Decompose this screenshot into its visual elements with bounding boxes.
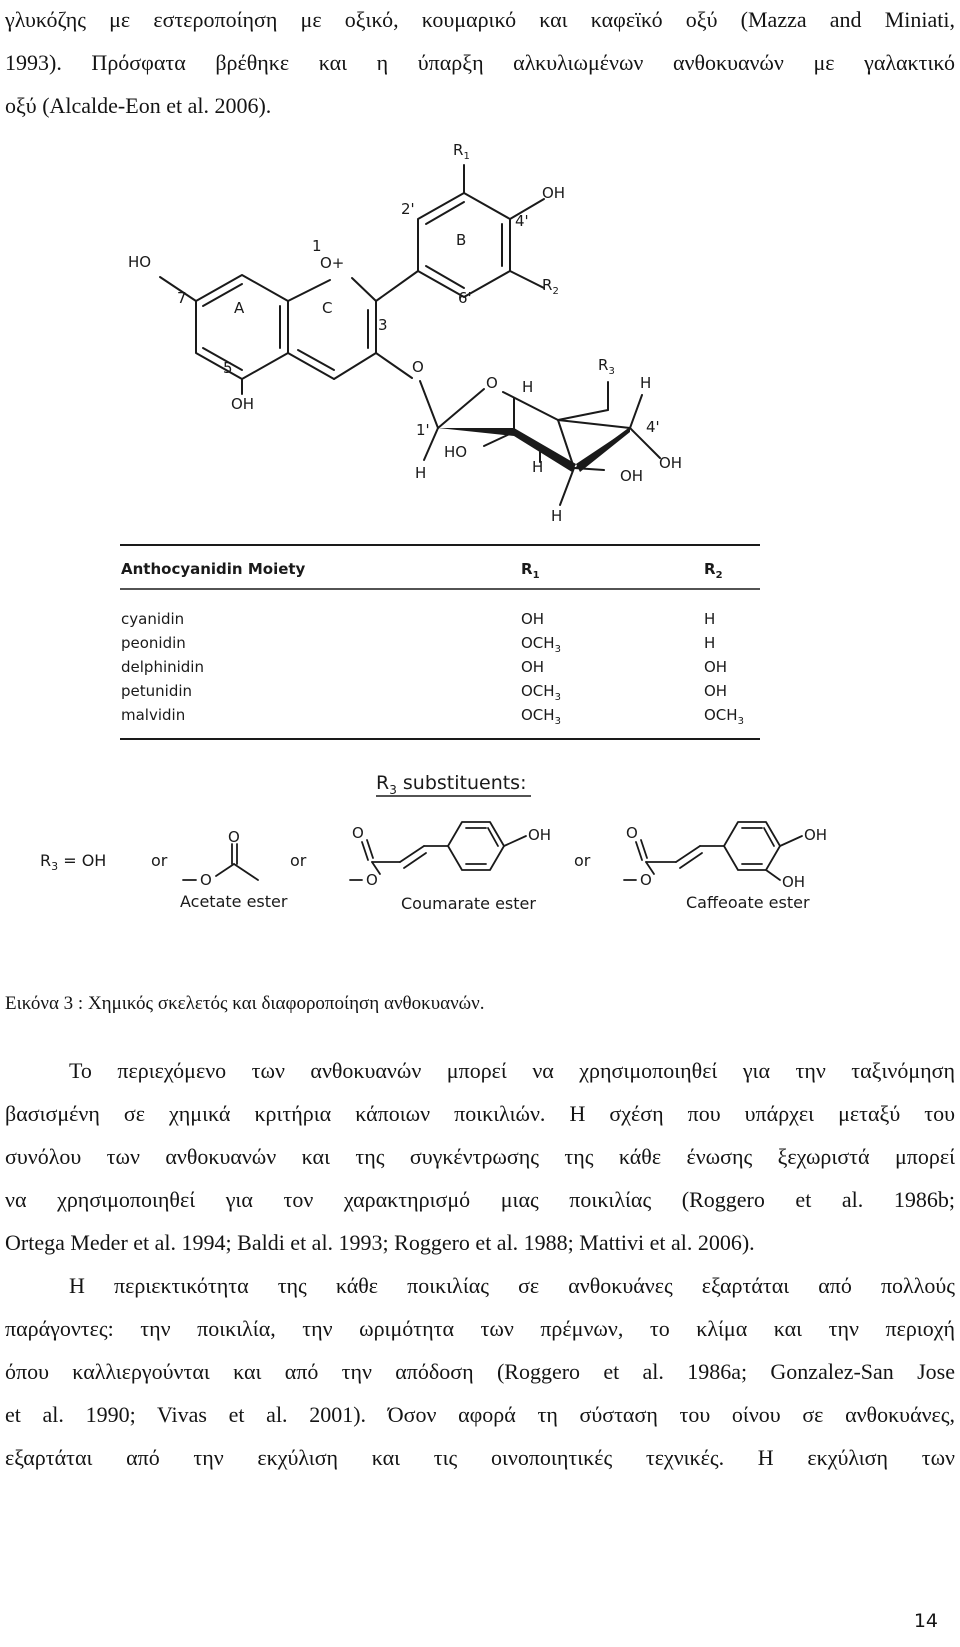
row-name: petunidin: [121, 682, 193, 700]
table-row: [121, 658, 727, 676]
structure-labels: [128, 141, 682, 525]
row-r1: $OCH_3$: [521, 682, 561, 703]
position-label: 6': [458, 289, 472, 307]
interring-bond: [376, 271, 418, 301]
acetate-bond: [216, 864, 234, 876]
intro-paragraph: [5, 0, 955, 127]
text-line: γλυκόζης με εστεροποίηση με οξικό, κουμαρικό και καφεϊκό οξύ (Mazza and Miniati,: [5, 7, 955, 32]
coumarate-ester-o: O: [366, 871, 378, 889]
ring-c-bond: [352, 278, 376, 301]
r3-equals-oh: $R_3$ = OH: [40, 851, 107, 873]
acetate-ester: [183, 844, 258, 880]
sugar-bond: [560, 468, 574, 505]
r2-bond: [510, 271, 544, 288]
row-r2: H: [704, 634, 716, 652]
ho-label: HO: [444, 443, 468, 461]
page-number: 14: [913, 1610, 938, 1632]
text-line: όπου καλλιεργούνται και από την απόδοση (Roggero et al. 1986a; Gonzalez-San Jose: [5, 1359, 955, 1384]
text-line: et al. 1990; Vivas et al. 2001). Όσον αφορά τη σύσταση του οίνου σε ανθοκυάνες,: [5, 1402, 955, 1427]
row-name: malvidin: [121, 706, 186, 724]
coumarate-carbonyl-o: O: [352, 824, 364, 842]
wedge-bond: [438, 428, 514, 436]
position-label: 3: [378, 316, 388, 334]
coumarate-ring-double: [488, 828, 498, 846]
h-label: H: [640, 374, 652, 392]
sugar-bond: [558, 420, 630, 428]
r3-substituents: [40, 772, 827, 913]
position-label: 2': [401, 200, 415, 218]
ring-a-label: A: [234, 299, 245, 317]
acetate-ester-o: O: [200, 871, 212, 889]
caffeoate-ring: [724, 822, 780, 870]
row-r1: OH: [521, 610, 545, 628]
moiety-table: [120, 545, 760, 739]
row-r2: $OCH_3$: [704, 706, 744, 727]
caffeoate-alkene: [680, 853, 702, 868]
table-row: [121, 610, 715, 628]
text-line: να χρησιμοποιηθεί για τον χαρακτηρισμό μιας ποικιλίας (Roggero et al. 1986b;: [5, 1187, 955, 1212]
row-name: cyanidin: [121, 610, 185, 628]
position-label: 7: [177, 289, 187, 307]
sugar-bond: [438, 389, 484, 428]
row-r1: $OCH_3$: [521, 634, 561, 655]
row-r2: OH: [704, 682, 728, 700]
ring-b-double-bond: [426, 266, 464, 288]
text-line: συνόλου των ανθοκυανών και της συγκέντρωσης της κάθε ένωσης ξεχωριστά μπορεί: [5, 1144, 955, 1169]
coumarate-oh-bond: [504, 836, 526, 846]
wedge-bond: [576, 428, 630, 472]
row-r1: OH: [521, 658, 545, 676]
wedge-bond: [514, 428, 576, 472]
caffeoate-alkene: [676, 846, 700, 862]
ring-a-bond: [196, 275, 288, 379]
or-label: or: [290, 851, 307, 870]
anthocyanin-figure: [0, 136, 960, 966]
caffeoate-ring-double: [764, 828, 774, 846]
glycosidic-bond: [376, 353, 412, 378]
oh-label: OH: [659, 454, 683, 472]
ring-b-double-bond: [426, 202, 464, 224]
table-row: [121, 634, 715, 655]
row-name: peonidin: [121, 634, 186, 652]
coumarate-carbonyl: [362, 842, 368, 860]
table-header: $R_2$: [704, 560, 723, 581]
ho-label: HO: [128, 253, 152, 271]
body-paragraph: [5, 1264, 955, 1479]
caffeoate-carbonyl: [641, 840, 647, 858]
oh-label: OH: [231, 395, 255, 413]
caffeoate-ester-label: Caffeoate ester: [686, 893, 810, 912]
row-r1: $OCH_3$: [521, 706, 561, 727]
or-label: or: [151, 851, 168, 870]
caffeoate-oh-bond: [766, 870, 780, 880]
sugar-bond: [558, 410, 608, 420]
coumarate-carbonyl: [367, 840, 373, 858]
table-header: $R_1$: [521, 560, 540, 581]
caffeoate-oh: OH: [804, 826, 828, 844]
coumarate-alkene: [400, 846, 424, 862]
text-line: παράγοντες: την ποικιλία, την ωριμότητα των πρέμνων, το κλίμα και την περιοχή: [5, 1316, 955, 1341]
o-plus-label: O+: [320, 254, 345, 272]
text-line: Η περιεκτικότητα της κάθε ποικιλίας σε ανθοκυάνες εξαρτάται από πολλούς: [69, 1273, 955, 1298]
text-line: οξύ (Alcalde-Eon et al. 2006).: [5, 93, 272, 118]
ring-b-label: B: [456, 231, 467, 249]
or-label: or: [574, 851, 591, 870]
ring-oxygen-label: O: [486, 374, 498, 392]
sugar-bond: [630, 395, 642, 428]
row-name: delphinidin: [121, 658, 204, 676]
text-line: 1993). Πρόσφατα βρέθηκε και η ύπαρξη αλκυλιωμένων ανθοκυανών με γαλακτικό: [5, 50, 955, 75]
h-label: H: [532, 458, 544, 476]
substituents-title: $R_3$ substituents:: [376, 772, 527, 797]
ring-c-label: C: [322, 299, 333, 317]
r1-label: $R_1$: [453, 141, 470, 162]
ring-c-bond: [334, 353, 376, 379]
r3-label: $R_3$: [598, 356, 615, 377]
coumarate-alkene: [404, 853, 426, 868]
ring-c-double-bond: [298, 350, 334, 370]
caffeoate-oh: OH: [782, 873, 806, 891]
ring-c-bond: [288, 280, 330, 301]
sugar-bond: [503, 392, 558, 420]
acetate-bond: [234, 864, 258, 880]
position-label: 4': [515, 212, 529, 230]
h-label: H: [522, 378, 534, 396]
oxygen-label: O: [412, 358, 424, 376]
text-line: Ortega Meder et al. 1994; Baldi et al. 1993; Roggero et al. 1988; Mattivi et al. 2006).: [5, 1230, 755, 1255]
r2-label: $R_2$: [542, 276, 559, 297]
oh-label: OH: [620, 467, 644, 485]
position-label: 5: [223, 359, 233, 377]
oh-label: OH: [542, 184, 566, 202]
coumarate-ring: [448, 822, 504, 870]
figure-caption: Εικόνα 3 : Χημικός σκελετός και διαφοροποίηση ανθοκυανών.: [5, 993, 485, 1014]
table-row: [121, 682, 727, 703]
position-label: 1: [312, 237, 322, 255]
acetate-carbonyl-o: O: [228, 828, 240, 846]
table-row: [121, 706, 744, 727]
position-label: 4': [646, 418, 660, 436]
caffeoate-oh-bond: [780, 836, 802, 846]
h-label: H: [551, 507, 563, 525]
text-line: βασισμένη σε χημικά κριτήρια κάποιων ποικιλιών. Η σχέση που υπάρχει μεταξύ του: [5, 1101, 955, 1126]
text-line: Το περιεχόμενο των ανθοκυανών μπορεί να χρησιμοποιηθεί για την ταξινόμηση: [69, 1058, 955, 1083]
caffeoate-carbonyl-o: O: [626, 824, 638, 842]
row-r2: OH: [704, 658, 728, 676]
table-header: Anthocyanidin Moiety: [121, 560, 306, 578]
coumarate-oh: OH: [528, 826, 552, 844]
coumarate-ester-label: Coumarate ester: [401, 894, 536, 913]
body-paragraph: [5, 1049, 955, 1264]
h-label: H: [415, 464, 427, 482]
caffeoate-carbonyl: [636, 842, 642, 860]
position-label: 1': [416, 421, 430, 439]
acetate-ester-label: Acetate ester: [180, 892, 288, 911]
text-line: εξαρτάται από την εκχύλιση και τις οινοποιητικές τεχνικές. Η εκχύλιση των: [5, 1445, 955, 1470]
row-r2: H: [704, 610, 716, 628]
caffeoate-ester-o: O: [640, 871, 652, 889]
